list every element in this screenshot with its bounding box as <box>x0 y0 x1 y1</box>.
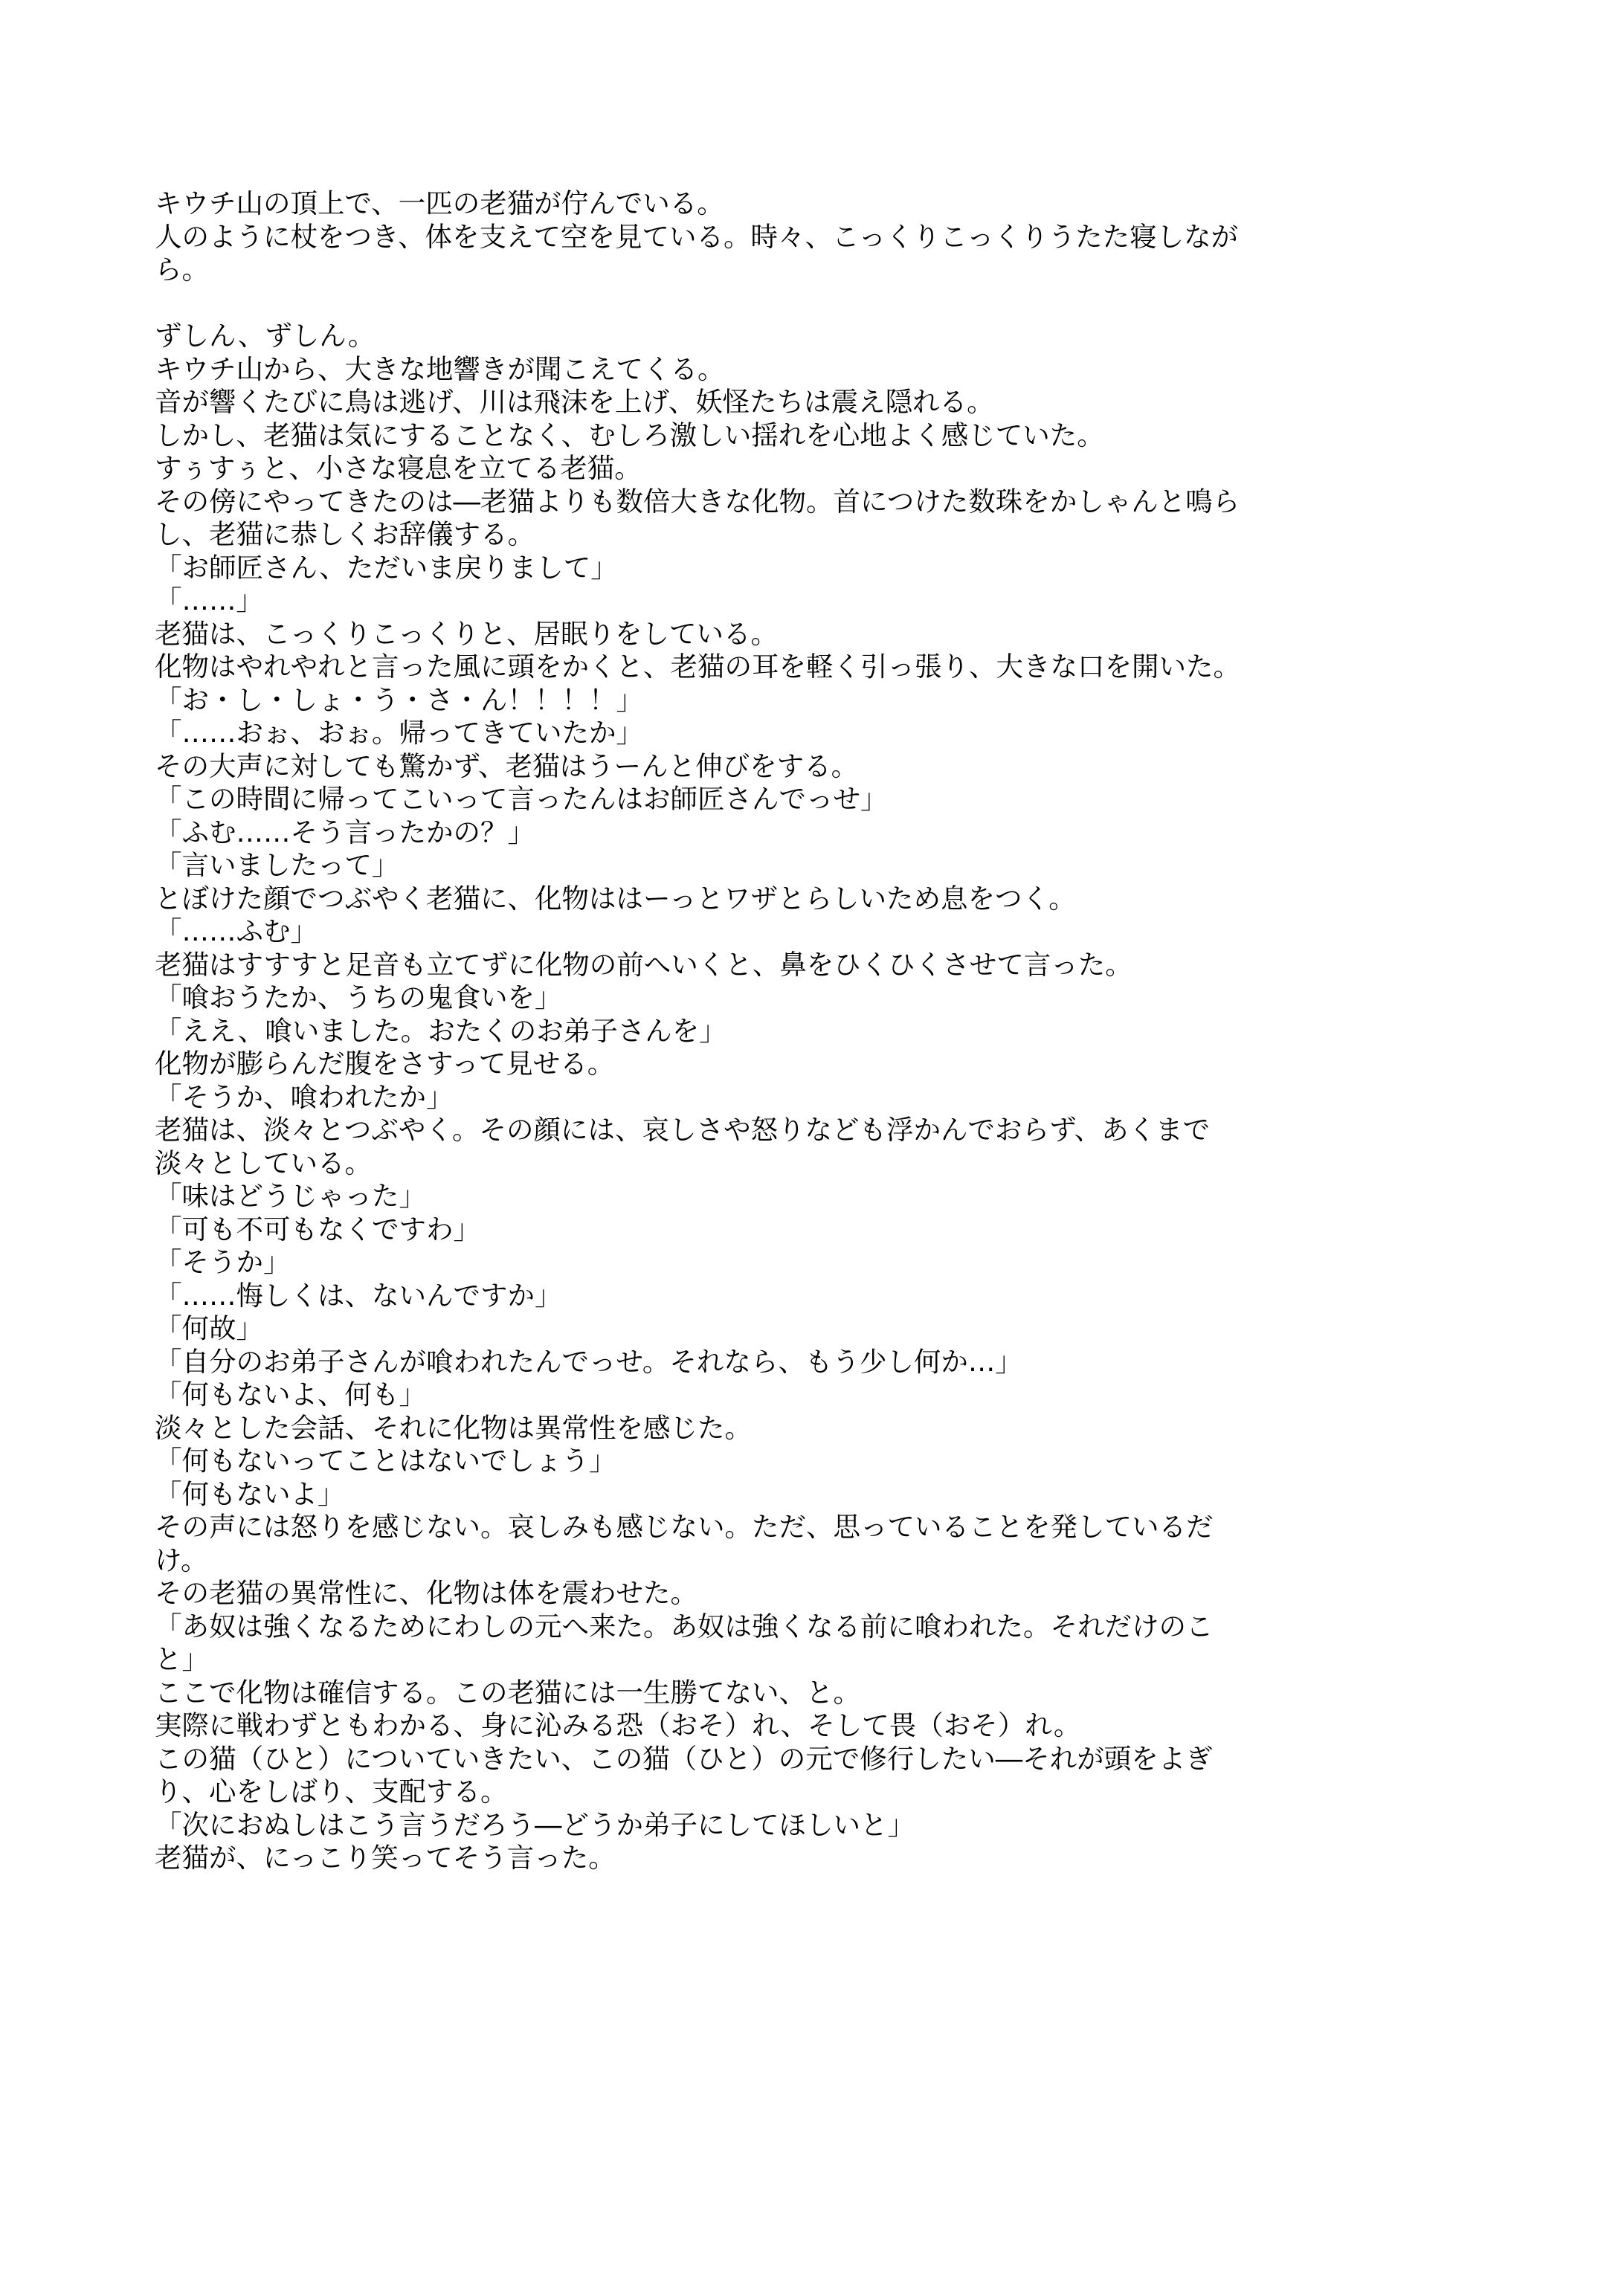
text-line: ら。 <box>155 254 209 286</box>
dialogue-line: 「そうか、喰われたか」 <box>155 1080 454 1113</box>
dialogue-line: 「次におぬしはこう言うだろう―どうか弟子にしてほしいと」 <box>155 1808 915 1841</box>
text-line: 実際に戦わずともわかる、身に沁みる恐（おそ）れ、そして畏（おそ）れ。 <box>155 1709 1081 1741</box>
dialogue-line: 「お・し・しょ・う・さ・ん！！！！」 <box>155 683 643 716</box>
text-line: キウチ山から、大きな地響きが聞こえてくる。 <box>155 352 725 385</box>
dialogue-line: 「そうか」 <box>155 1246 291 1278</box>
text-line: 老猫は、こっくりこっくりと、居眠りをしている。 <box>155 617 779 650</box>
text-line: け。 <box>155 1544 208 1576</box>
text-line: この猫（ひと）についていきたい、この猫（ひと）の元で修行したい―それが頭をよぎ <box>155 1742 1213 1775</box>
dialogue-line: 「自分のお弟子さんが喰われたんでっせ。それなら、もう少し何か…」 <box>155 1345 1022 1378</box>
text-line: 音が響くたびに鳥は逃げ、川は飛沫を上げ、妖怪たちは震え隠れる。 <box>155 386 994 418</box>
text-line: とぼけた顔でつぶやく老猫に、化物ははーっとワザとらしいため息をつく。 <box>155 882 1076 915</box>
dialogue-line: 「味はどうじゃった」 <box>155 1180 426 1212</box>
dialogue-line: 「……おぉ、おぉ。帰ってきていたか」 <box>155 717 643 749</box>
text-line: し、老猫に恭しくお辞儀する。 <box>155 518 535 550</box>
dialogue-line: 「……」 <box>155 584 263 616</box>
dialogue-line: 「ふむ……そう言ったかの？」 <box>155 816 535 848</box>
dialogue-line: 「……悔しくは、ないんですか」 <box>155 1279 562 1312</box>
text-line: り、心をしばり、支配する。 <box>155 1776 508 1808</box>
text-line: その傍にやってきたのは―老猫よりも数倍大きな化物。首につけた数珠をかしゃんと鳴ら <box>155 485 1240 517</box>
dialogue-line: 「あ奴は強くなるためにわしの元へ来た。あ奴は強くなる前に喰われた。それだけのこ <box>155 1610 1214 1642</box>
dialogue-line: 「何もないってことはないでしょう」 <box>155 1445 616 1477</box>
text-line: 老猫はすすすと足音も立てずに化物の前へいくと、鼻をひくひくさせて言った。 <box>155 948 1132 981</box>
text-line: 老猫が、にっこり笑ってそう言った。 <box>155 1842 616 1874</box>
text-line: 化物が膨らんだ腹をさすって見せる。 <box>155 1048 615 1080</box>
text-line: ずしん、ずしん。 <box>155 320 376 352</box>
dialogue-line: 「この時間に帰ってこいって言ったんはお師匠さんでっせ」 <box>155 783 888 815</box>
dialogue-line: 「言いましたって」 <box>155 849 399 881</box>
dialogue-line: 「ええ、喰いました。おたくのお弟子さんを」 <box>155 1014 726 1047</box>
text-line: しかし、老猫は気にすることなく、むしろ激しい揺れを心地よく感じていた。 <box>155 419 1104 451</box>
blank-line <box>155 287 1472 320</box>
dialogue-line: 「喰おうたか、うちの鬼食いを」 <box>155 981 562 1013</box>
dialogue-line: 「何もないよ、何も」 <box>155 1378 426 1410</box>
dialogue-line: 「何故」 <box>155 1312 263 1344</box>
dialogue-line: 「……ふむ」 <box>155 915 318 947</box>
text-line: すぅすぅと、小さな寝息を立てる老猫。 <box>155 452 642 484</box>
dialogue-line: 「お師匠さん、ただいま戻りまして」 <box>155 551 618 584</box>
text-line: 淡々とした会話、それに化物は異常性を感じた。 <box>155 1411 752 1444</box>
text-line: その老猫の異常性に、化物は体を震わせた。 <box>155 1577 697 1609</box>
text-line: キウチ山の頂上で、一匹の老猫が佇んでいる。 <box>155 187 724 219</box>
story-text <box>155 187 1472 1875</box>
dialogue-line: と」 <box>155 1643 209 1675</box>
dialogue-line: 「可も不可もなくですわ」 <box>155 1213 480 1245</box>
text-line: 人のように杖をつき、体を支えて空を見ている。時々、こっくりこっくりうたた寝しなが <box>155 220 1239 253</box>
text-line: その声には怒りを感じない。哀しみも感じない。ただ、思っていることを発しているだ <box>155 1511 1214 1543</box>
text-line: 化物はやれやれと言った風に頭をかくと、老猫の耳を軽く引っ張り、大きな口を開いた。 <box>155 651 1240 683</box>
text-line: ここで化物は確信する。この老猫には一生勝てない、と。 <box>155 1676 860 1709</box>
text-line: 淡々としている。 <box>155 1147 372 1179</box>
text-line: 老猫は、淡々とつぶやく。その顔には、哀しさや怒りなども浮かんでおらず、あくまで <box>155 1114 1211 1146</box>
dialogue-line: 「何もないよ」 <box>155 1477 345 1510</box>
text-line: その大声に対しても驚かず、老猫はうーんと伸びをする。 <box>155 749 859 782</box>
